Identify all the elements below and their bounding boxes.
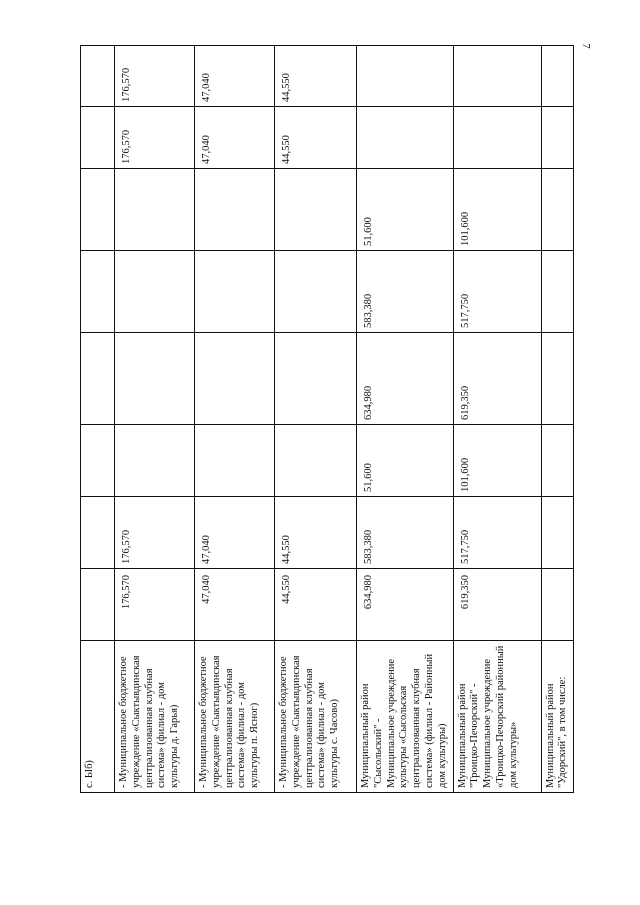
value-cell: 176,570 [115,569,195,641]
table-row [541,46,574,793]
value-cell: 619,350 [453,333,541,425]
value-cell [541,46,574,107]
value-cell: 517,750 [453,497,541,569]
value-cell [541,333,574,425]
value-cell [453,107,541,169]
row-name-cell: с. Ыб) [81,641,115,793]
value-cell [541,425,574,497]
value-cell [357,107,454,169]
value-cell [81,497,115,569]
value-cell [81,107,115,169]
value-cell [195,251,275,333]
value-cell: 47,040 [195,569,275,641]
value-cell: 634,980 [357,333,454,425]
value-cell: 583,380 [357,497,454,569]
value-cell: 47,040 [195,46,275,107]
value-cell: 44,550 [275,569,357,641]
value-cell [275,425,357,497]
page-number: 7 [579,43,592,49]
table-row [81,46,115,793]
value-cell [115,333,195,425]
value-cell: 619,350 [453,569,541,641]
value-cell [541,169,574,251]
row-name-cell: - Муниципальное бюджетное учреждение «Сыктывдинская централизованная клубная система» (филиал - дом культуры д. Гарья) [115,641,195,793]
value-cell: 51,600 [357,169,454,251]
table-container [80,46,569,793]
value-cell: 583,380 [357,251,454,333]
value-cell: 101,600 [453,425,541,497]
value-cell: 634,980 [357,569,454,641]
value-cell [81,169,115,251]
value-cell [81,251,115,333]
row-name-cell: Муниципальный район "Троицко-Печорский" - Муниципальное учреждение «Троицко-Печорский районный дом культуры» [453,641,541,793]
value-cell [115,251,195,333]
row-name-cell: Муниципальный район "Удорский", в том числе: [541,641,574,793]
table-row [115,46,195,793]
value-cell [541,497,574,569]
row-name-cell: - Муниципальное бюджетное учреждение «Сыктывдинская централизованная клубная система» (филиал - дом культуры с. Часово) [275,641,357,793]
value-cell [81,425,115,497]
value-cell [195,333,275,425]
value-cell: 44,550 [275,46,357,107]
value-cell: 44,550 [275,497,357,569]
row-name-cell: - Муниципальное бюджетное учреждение «Сыктывдинская централизованная клубная система» (филиал - дом культуры п. Ясног) [195,641,275,793]
value-cell [195,425,275,497]
value-cell [357,46,454,107]
value-cell [275,333,357,425]
value-cell [541,251,574,333]
value-cell [541,569,574,641]
value-cell [541,107,574,169]
value-cell [275,251,357,333]
table-row [357,46,454,793]
value-cell [81,46,115,107]
value-cell: 51,600 [357,425,454,497]
table-row [453,46,541,793]
value-cell: 44,550 [275,107,357,169]
value-cell: 47,040 [195,107,275,169]
value-cell [275,169,357,251]
value-cell: 47,040 [195,497,275,569]
table-row [275,46,357,793]
funding-table [80,45,574,793]
value-cell: 176,570 [115,46,195,107]
value-cell: 176,570 [115,107,195,169]
value-cell [81,333,115,425]
row-name-cell: Муниципальный район "Сысольский" - Муниципальное учреждение культуры «Сысольская централизованная клубная система» (филиал - Районный дом культуры) [357,641,454,793]
value-cell: 101,600 [453,169,541,251]
value-cell [81,569,115,641]
value-cell: 176,570 [115,497,195,569]
value-cell [115,169,195,251]
value-cell: 517,750 [453,251,541,333]
value-cell [195,169,275,251]
value-cell [115,425,195,497]
table-row [195,46,275,793]
value-cell [453,46,541,107]
